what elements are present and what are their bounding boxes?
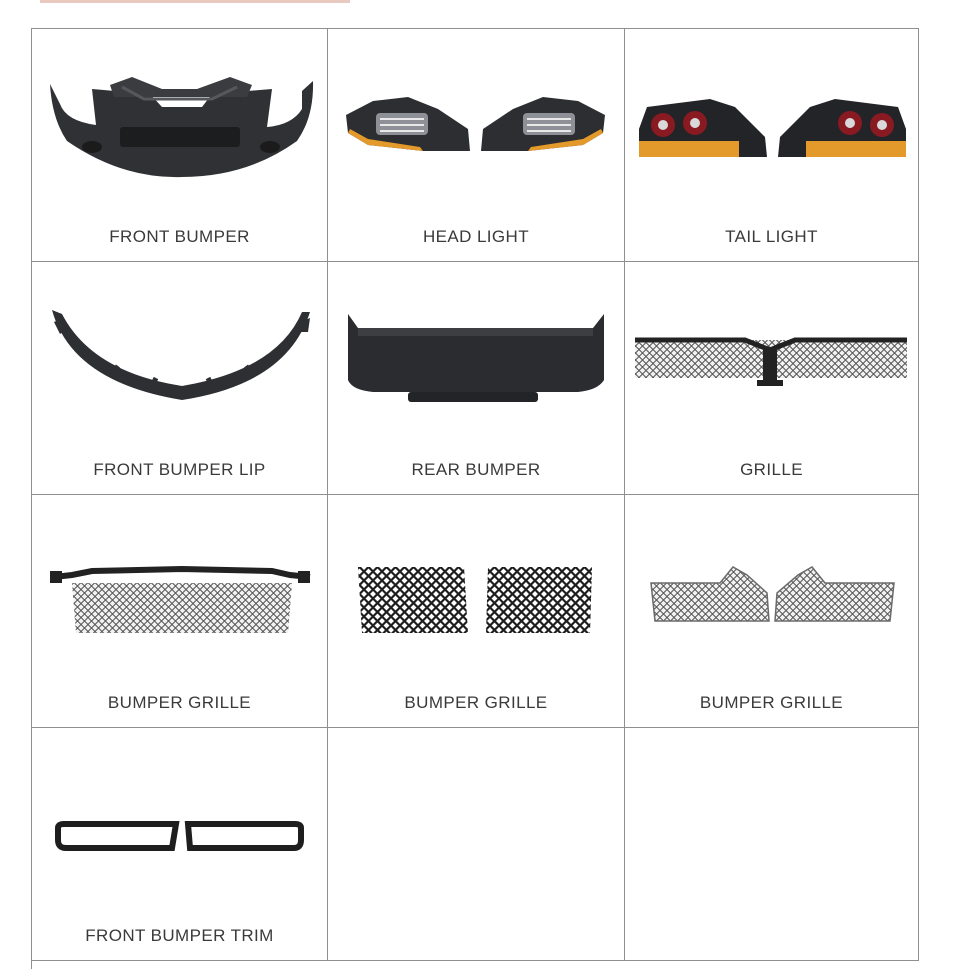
part-label: FRONT BUMPER LIP — [93, 460, 266, 479]
catalog-cell-bumper-grille-1[interactable] — [32, 495, 328, 728]
front-bumper-lip-image — [32, 262, 327, 432]
part-label: REAR BUMPER — [411, 460, 541, 479]
catalog-cell-tail-light[interactable] — [625, 29, 919, 262]
catalog-cell-front-bumper-trim[interactable] — [32, 728, 328, 961]
head-light-image — [328, 29, 623, 199]
catalog-cell-empty — [625, 728, 919, 961]
part-label: GRILLE — [740, 460, 803, 479]
part-label: BUMPER GRILLE — [699, 693, 844, 712]
part-label: BUMPER GRILLE — [404, 693, 548, 712]
tail-light-image — [625, 29, 920, 199]
top-accent-bar — [40, 0, 350, 3]
grille-image — [625, 262, 920, 432]
catalog-cell-empty — [328, 728, 625, 961]
catalog-cell-grille[interactable] — [625, 262, 919, 495]
bumper-grille-image — [328, 495, 623, 665]
front-bumper-trim-image — [32, 728, 327, 898]
bumper-grille-image — [625, 495, 920, 665]
part-label: FRONT BUMPER — [109, 227, 250, 246]
front-bumper-image — [32, 29, 327, 199]
part-label: TAIL LIGHT — [725, 227, 818, 246]
parts-catalog-grid — [31, 28, 919, 969]
catalog-cell-head-light[interactable] — [328, 29, 625, 262]
catalog-cell-bumper-grille-3[interactable] — [625, 495, 919, 728]
part-label: BUMPER GRILLE — [107, 693, 252, 712]
catalog-cell-front-bumper[interactable] — [32, 29, 328, 262]
rear-bumper-image — [328, 262, 623, 432]
part-label: FRONT BUMPER TRIM — [85, 926, 274, 945]
part-label: HEAD LIGHT — [422, 227, 530, 246]
catalog-cell-bumper-grille-2[interactable] — [328, 495, 625, 728]
catalog-cell-front-bumper-lip[interactable] — [32, 262, 328, 495]
catalog-cell-rear-bumper[interactable] — [328, 262, 625, 495]
bumper-grille-image — [32, 495, 327, 665]
